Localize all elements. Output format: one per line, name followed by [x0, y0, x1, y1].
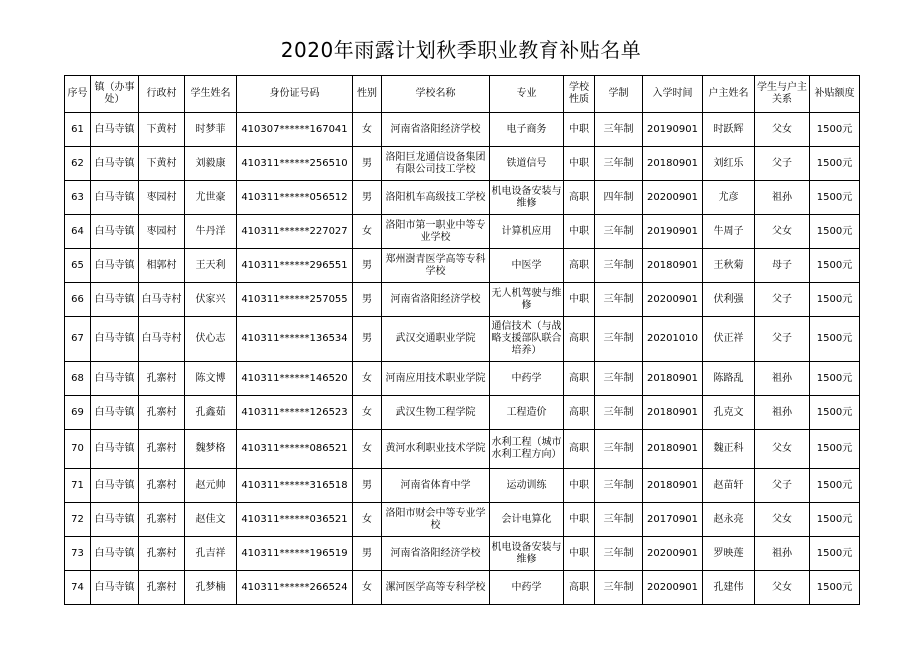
table-cell: 运动训练 [490, 469, 564, 503]
table-cell: 男 [353, 147, 382, 181]
table-cell: 会计电算化 [490, 503, 564, 537]
table-cell: 73 [65, 537, 91, 571]
table-cell: 1500元 [810, 362, 860, 396]
table-cell: 男 [353, 283, 382, 317]
table-cell: 三年制 [595, 503, 643, 537]
table-cell: 白马寺镇 [91, 503, 139, 537]
table-cell: 三年制 [595, 571, 643, 605]
table-cell: 赵永亮 [703, 503, 755, 537]
table-cell: 20180901 [643, 249, 703, 283]
header-cell: 镇（办事处） [91, 76, 139, 113]
table-cell: 父子 [755, 469, 810, 503]
table-cell: 74 [65, 571, 91, 605]
table-cell: 白马寺镇 [91, 430, 139, 469]
table-cell: 410307******167041 [237, 113, 353, 147]
table-cell: 1500元 [810, 317, 860, 362]
table-cell: 河南省洛阳经济学校 [382, 113, 490, 147]
table-cell: 三年制 [595, 215, 643, 249]
table-cell: 父子 [755, 283, 810, 317]
table-cell: 中职 [564, 113, 595, 147]
table-cell: 61 [65, 113, 91, 147]
table-cell: 410311******056512 [237, 181, 353, 215]
table-cell: 赵苗轩 [703, 469, 755, 503]
table-cell: 男 [353, 469, 382, 503]
table-cell: 电子商务 [490, 113, 564, 147]
table-cell: 黄河水利职业技术学院 [382, 430, 490, 469]
table-cell: 高职 [564, 362, 595, 396]
table-cell: 王天利 [185, 249, 237, 283]
table-cell: 410311******126523 [237, 396, 353, 430]
table-cell: 20200901 [643, 571, 703, 605]
table-cell: 男 [353, 317, 382, 362]
table-cell: 祖孙 [755, 537, 810, 571]
table-cell: 1500元 [810, 147, 860, 181]
header-cell: 行政村 [139, 76, 185, 113]
table-cell: 赵元帅 [185, 469, 237, 503]
table-cell: 1500元 [810, 396, 860, 430]
table-cell: 高职 [564, 430, 595, 469]
table-cell: 通信技术（与战略支援部队联合培养） [490, 317, 564, 362]
table-cell: 父女 [755, 215, 810, 249]
table-cell: 中药学 [490, 362, 564, 396]
table-cell: 孔吉祥 [185, 537, 237, 571]
table-cell: 三年制 [595, 147, 643, 181]
table-cell: 高职 [564, 181, 595, 215]
table-row [65, 113, 860, 147]
table-cell: 410311******257055 [237, 283, 353, 317]
table-cell: 父子 [755, 317, 810, 362]
header-cell: 身份证号码 [237, 76, 353, 113]
table-cell: 63 [65, 181, 91, 215]
table-cell: 白马寺镇 [91, 181, 139, 215]
header-cell: 入学时间 [643, 76, 703, 113]
table-cell: 父女 [755, 503, 810, 537]
header-cell: 户主姓名 [703, 76, 755, 113]
table-cell: 洛阳市财会中等专业学校 [382, 503, 490, 537]
header-cell: 性别 [353, 76, 382, 113]
table-cell: 伏利强 [703, 283, 755, 317]
table-cell: 65 [65, 249, 91, 283]
table-cell: 410311******146520 [237, 362, 353, 396]
table-cell: 白马寺镇 [91, 283, 139, 317]
page-title: 2020年雨露计划秋季职业教育补贴名单 [280, 38, 642, 62]
table-cell: 四年制 [595, 181, 643, 215]
table-cell: 20200901 [643, 181, 703, 215]
table-cell: 时跃辉 [703, 113, 755, 147]
table-cell: 下黄村 [139, 147, 185, 181]
table-cell: 男 [353, 537, 382, 571]
table-cell: 伏正祥 [703, 317, 755, 362]
table-cell: 祖孙 [755, 181, 810, 215]
table-cell: 陈路乱 [703, 362, 755, 396]
table-cell: 魏梦格 [185, 430, 237, 469]
table-cell: 20201010 [643, 317, 703, 362]
table-cell: 1500元 [810, 469, 860, 503]
table-cell: 中职 [564, 503, 595, 537]
table-cell: 工程造价 [490, 396, 564, 430]
table-cell: 20170901 [643, 503, 703, 537]
table-cell: 高职 [564, 396, 595, 430]
table-cell: 白马寺镇 [91, 537, 139, 571]
table-cell: 三年制 [595, 537, 643, 571]
table-cell: 无人机驾驶与维修 [490, 283, 564, 317]
table-cell: 祖孙 [755, 362, 810, 396]
table-cell: 1500元 [810, 249, 860, 283]
table-cell: 孔寨村 [139, 396, 185, 430]
table-cell: 72 [65, 503, 91, 537]
table-cell: 相郭村 [139, 249, 185, 283]
table-cell: 枣园村 [139, 215, 185, 249]
table-cell: 女 [353, 362, 382, 396]
table-cell: 20180901 [643, 147, 703, 181]
table-row [65, 181, 860, 215]
table-cell: 三年制 [595, 317, 643, 362]
header-cell: 学生与户主关系 [755, 76, 810, 113]
table-cell: 白马寺镇 [91, 571, 139, 605]
table-cell: 三年制 [595, 283, 643, 317]
table-cell: 孔梦楠 [185, 571, 237, 605]
table-cell: 白马寺镇 [91, 249, 139, 283]
table-cell: 中职 [564, 283, 595, 317]
table-cell: 计算机应用 [490, 215, 564, 249]
table-cell: 中药学 [490, 571, 564, 605]
table-cell: 孔建伟 [703, 571, 755, 605]
table-cell: 母子 [755, 249, 810, 283]
table-cell: 父女 [755, 113, 810, 147]
table-cell: 孔鑫茹 [185, 396, 237, 430]
table-cell: 20190901 [643, 113, 703, 147]
table-cell: 64 [65, 215, 91, 249]
table-cell: 王秋菊 [703, 249, 755, 283]
table-cell: 男 [353, 181, 382, 215]
table-cell: 孔寨村 [139, 362, 185, 396]
table-cell: 1500元 [810, 215, 860, 249]
header-cell: 学校性质 [564, 76, 595, 113]
table-cell: 铁道信号 [490, 147, 564, 181]
table-cell: 洛阳巨龙通信设备集团有限公司技工学校 [382, 147, 490, 181]
table-cell: 白马寺镇 [91, 317, 139, 362]
table-cell: 白马寺镇 [91, 147, 139, 181]
table-cell: 410311******266524 [237, 571, 353, 605]
table-cell: 20200901 [643, 283, 703, 317]
table-cell: 410311******036521 [237, 503, 353, 537]
table-cell: 女 [353, 430, 382, 469]
table-cell: 410311******256510 [237, 147, 353, 181]
table-cell: 尤彦 [703, 181, 755, 215]
table-cell: 赵佳文 [185, 503, 237, 537]
table-cell: 孔克文 [703, 396, 755, 430]
table-cell: 武汉生物工程学院 [382, 396, 490, 430]
table-cell: 高职 [564, 249, 595, 283]
table-cell: 女 [353, 503, 382, 537]
table-cell: 20190901 [643, 215, 703, 249]
table-cell: 男 [353, 249, 382, 283]
table-cell: 河南省洛阳经济学校 [382, 283, 490, 317]
table-cell: 孔寨村 [139, 537, 185, 571]
table-cell: 白马寺镇 [91, 396, 139, 430]
header-cell: 补贴额度 [810, 76, 860, 113]
table-cell: 20180901 [643, 396, 703, 430]
table-cell: 白马寺镇 [91, 469, 139, 503]
table-cell: 伏家兴 [185, 283, 237, 317]
table-cell: 河南省洛阳经济学校 [382, 537, 490, 571]
table-cell: 67 [65, 317, 91, 362]
table-cell: 中职 [564, 469, 595, 503]
table-row [65, 215, 860, 249]
table-cell: 女 [353, 215, 382, 249]
table-cell: 父女 [755, 571, 810, 605]
table-cell: 68 [65, 362, 91, 396]
table-cell: 三年制 [595, 249, 643, 283]
table-cell: 尤世豪 [185, 181, 237, 215]
table-cell: 410311******136534 [237, 317, 353, 362]
table-cell: 下黄村 [139, 113, 185, 147]
table-cell: 武汉交通职业学院 [382, 317, 490, 362]
table-cell: 父子 [755, 147, 810, 181]
header-cell: 学制 [595, 76, 643, 113]
table-cell: 洛阳机车高级技工学校 [382, 181, 490, 215]
table-cell: 410311******316518 [237, 469, 353, 503]
table-cell: 白马寺镇 [91, 113, 139, 147]
header-row [65, 76, 860, 113]
table-cell: 郑州澍青医学高等专科学校 [382, 249, 490, 283]
table-cell: 刘毅康 [185, 147, 237, 181]
table-cell: 三年制 [595, 113, 643, 147]
table-cell: 陈文博 [185, 362, 237, 396]
table-cell: 410311******296551 [237, 249, 353, 283]
table-cell: 牛周子 [703, 215, 755, 249]
table-cell: 1500元 [810, 503, 860, 537]
table-cell: 20200901 [643, 537, 703, 571]
table-cell: 410311******086521 [237, 430, 353, 469]
table-cell: 三年制 [595, 362, 643, 396]
table-cell: 白马寺村 [139, 317, 185, 362]
table-cell: 66 [65, 283, 91, 317]
table-cell: 410311******227027 [237, 215, 353, 249]
table-row [65, 430, 860, 469]
table-cell: 69 [65, 396, 91, 430]
table-cell: 70 [65, 430, 91, 469]
table-cell: 牛丹洋 [185, 215, 237, 249]
table-cell: 410311******196519 [237, 537, 353, 571]
table-row [65, 537, 860, 571]
table-cell: 1500元 [810, 430, 860, 469]
table-cell: 魏正科 [703, 430, 755, 469]
table-cell: 中职 [564, 215, 595, 249]
table-cell: 漯河医学高等专科学校 [382, 571, 490, 605]
table-cell: 62 [65, 147, 91, 181]
table-cell: 机电设备安装与维修 [490, 181, 564, 215]
table-cell: 1500元 [810, 181, 860, 215]
table-cell: 20180901 [643, 362, 703, 396]
table-cell: 河南省体育中学 [382, 469, 490, 503]
header-cell: 学生姓名 [185, 76, 237, 113]
table-cell: 白马寺镇 [91, 362, 139, 396]
table-cell: 1500元 [810, 571, 860, 605]
table-body [65, 113, 860, 605]
header-cell: 学校名称 [382, 76, 490, 113]
table-cell: 孔寨村 [139, 469, 185, 503]
table-cell: 三年制 [595, 469, 643, 503]
table-cell: 1500元 [810, 283, 860, 317]
table-cell: 1500元 [810, 537, 860, 571]
table-row [65, 396, 860, 430]
table-row [65, 571, 860, 605]
table-cell: 女 [353, 113, 382, 147]
table-cell: 高职 [564, 571, 595, 605]
table-cell: 1500元 [810, 113, 860, 147]
subsidy-table [64, 75, 860, 605]
table-cell: 机电设备安装与维修 [490, 537, 564, 571]
table-cell: 罗映莲 [703, 537, 755, 571]
table-cell: 三年制 [595, 396, 643, 430]
table-cell: 白马寺村 [139, 283, 185, 317]
table-cell: 孔寨村 [139, 503, 185, 537]
table-cell: 20180901 [643, 469, 703, 503]
table-cell: 白马寺镇 [91, 215, 139, 249]
table-row [65, 249, 860, 283]
table-cell: 父女 [755, 430, 810, 469]
table-row [65, 469, 860, 503]
table-cell: 河南应用技术职业学院 [382, 362, 490, 396]
table-cell: 女 [353, 571, 382, 605]
table-cell: 孔寨村 [139, 571, 185, 605]
header-cell: 序号 [65, 76, 91, 113]
table-cell: 水利工程（城市水利工程方向） [490, 430, 564, 469]
table-cell: 女 [353, 396, 382, 430]
table-cell: 枣园村 [139, 181, 185, 215]
table-cell: 20180901 [643, 430, 703, 469]
table-cell: 中职 [564, 537, 595, 571]
table-cell: 三年制 [595, 430, 643, 469]
table-cell: 时梦菲 [185, 113, 237, 147]
table-cell: 祖孙 [755, 396, 810, 430]
table-cell: 中医学 [490, 249, 564, 283]
table-cell: 刘红乐 [703, 147, 755, 181]
table-cell: 洛阳市第一职业中等专业学校 [382, 215, 490, 249]
table-row [65, 147, 860, 181]
header-cell: 专业 [490, 76, 564, 113]
table-cell: 孔寨村 [139, 430, 185, 469]
table-row [65, 503, 860, 537]
table-cell: 中职 [564, 147, 595, 181]
table-row [65, 283, 860, 317]
table-row [65, 362, 860, 396]
table-cell: 71 [65, 469, 91, 503]
table-row [65, 317, 860, 362]
table-cell: 高职 [564, 317, 595, 362]
table-cell: 伏心志 [185, 317, 237, 362]
